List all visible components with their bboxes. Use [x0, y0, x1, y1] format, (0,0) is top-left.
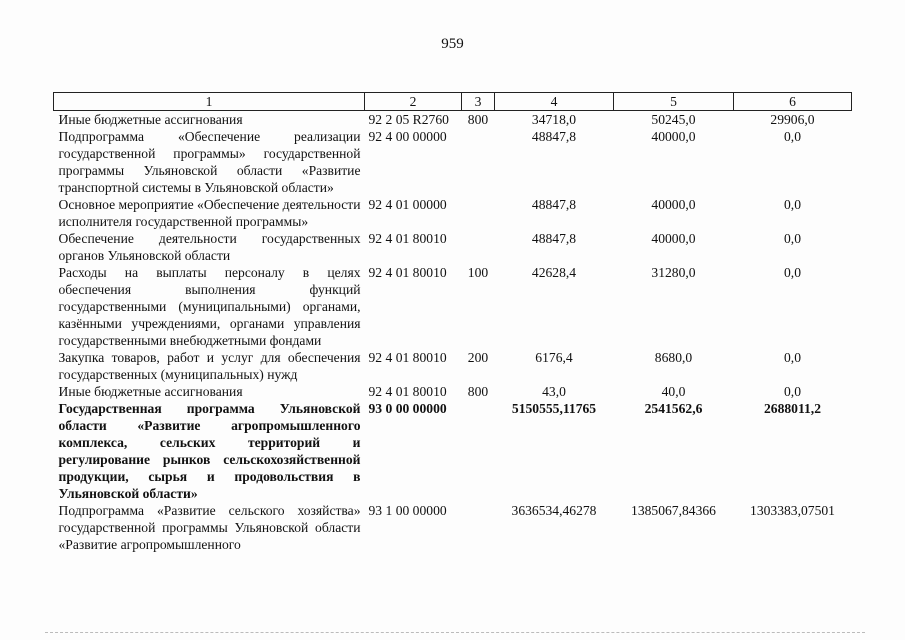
row-value-4: 48847,8 [531, 231, 577, 246]
header-col-3: 3 [462, 93, 495, 111]
table-row [54, 502, 852, 553]
row-code: 92 4 01 80010 [368, 384, 447, 399]
row-code: 92 4 01 80010 [368, 350, 447, 365]
bottom-divider [45, 632, 865, 633]
row-value-4: 42628,4 [531, 265, 577, 280]
row-name: Иные бюджетные ассигнования [58, 384, 243, 399]
row-name: Подпрограмма «Обеспечение реализации государственной программы» государственной программы Ульяновской области «Развитие транспортной системы в Ульяновской области» [58, 129, 361, 195]
row-name: Иные бюджетные ассигнования [58, 112, 243, 127]
row-value-6: 0,0 [784, 350, 801, 365]
row-type [462, 502, 495, 553]
row-type [462, 230, 495, 264]
row-type [462, 128, 495, 196]
row-type: 800 [467, 112, 489, 127]
row-value-6: 29906,0 [770, 112, 815, 127]
table-row [54, 264, 852, 349]
row-value-4: 48847,8 [531, 129, 577, 144]
row-value-5: 50245,0 [651, 112, 696, 127]
row-value-4: 43,0 [542, 384, 566, 399]
row-value-6: 0,0 [784, 231, 801, 246]
row-value-6: 0,0 [784, 384, 801, 399]
header-col-5: 5 [614, 93, 734, 111]
header-row [54, 93, 852, 111]
page-number: 959 [441, 36, 464, 52]
row-code: 92 4 01 80010 [368, 231, 447, 246]
table-row [54, 400, 852, 502]
row-type: 800 [467, 384, 489, 399]
row-code: 92 4 01 00000 [368, 197, 447, 212]
row-code: 93 1 00 00000 [368, 503, 447, 518]
budget-table [53, 92, 852, 553]
row-name: Обеспечение деятельности государственных органов Ульяновской области [58, 231, 361, 263]
row-value-4: 6176,4 [535, 350, 573, 365]
row-value-5: 40000,0 [651, 231, 696, 246]
table-row [54, 230, 852, 264]
row-name: Основное мероприятие «Обеспечение деятельности исполнителя государственной программы» [58, 197, 361, 229]
row-value-5: 40000,0 [651, 197, 696, 212]
header-col-1: 1 [54, 93, 365, 111]
row-value-4: 5150555,11765 [511, 401, 597, 416]
row-code: 92 4 00 00000 [368, 129, 447, 144]
row-name: Подпрограмма «Развитие сельского хозяйства» государственной программы Ульяновской области «Развитие агропромышленного [58, 503, 361, 552]
row-name: Закупка товаров, работ и услуг для обеспечения государственных (муниципальных) нужд [58, 350, 361, 382]
row-value-5: 40000,0 [651, 129, 696, 144]
row-type: 200 [467, 350, 489, 365]
row-value-5: 2541562,6 [644, 401, 703, 416]
row-value-6: 1303383,07501 [750, 503, 835, 518]
row-code: 93 0 00 00000 [368, 401, 447, 416]
row-value-5: 1385067,84366 [631, 503, 716, 518]
header-col-2: 2 [365, 93, 462, 111]
row-value-4: 48847,8 [531, 197, 577, 212]
row-name: Расходы на выплаты персоналу в целях обеспечения выполнения функций государственными (муниципальными) органами, казёнными учреждениями, органами управления государственными внебюджетными фондами [58, 265, 361, 348]
table-row [54, 349, 852, 383]
row-value-5: 31280,0 [651, 265, 696, 280]
table-body [54, 111, 852, 554]
row-type [462, 196, 495, 230]
row-value-6: 0,0 [784, 129, 801, 144]
row-value-5: 8680,0 [654, 350, 693, 365]
row-value-6: 0,0 [784, 197, 801, 212]
row-value-6: 0,0 [784, 265, 801, 280]
table-row [54, 128, 852, 196]
row-type [462, 400, 495, 502]
row-code: 92 2 05 R2760 [368, 112, 449, 127]
row-code: 92 4 01 80010 [368, 265, 447, 280]
header-col-4: 4 [495, 93, 614, 111]
row-type: 100 [467, 265, 489, 280]
table-row [54, 196, 852, 230]
row-value-4: 3636534,46278 [511, 503, 597, 518]
table-row [54, 383, 852, 400]
row-value-4: 34718,0 [531, 112, 577, 127]
row-value-5: 40,0 [661, 384, 686, 399]
table-row [54, 111, 852, 129]
row-value-6: 2688011,2 [763, 401, 822, 416]
row-name: Государственная программа Ульяновской области «Развитие агропромышленного комплекса, сельских территорий и регулирование рынков сельскохозяйственной продукции, сырья и продовольствия в Ульяновской области» [58, 401, 361, 501]
header-col-6: 6 [734, 93, 852, 111]
